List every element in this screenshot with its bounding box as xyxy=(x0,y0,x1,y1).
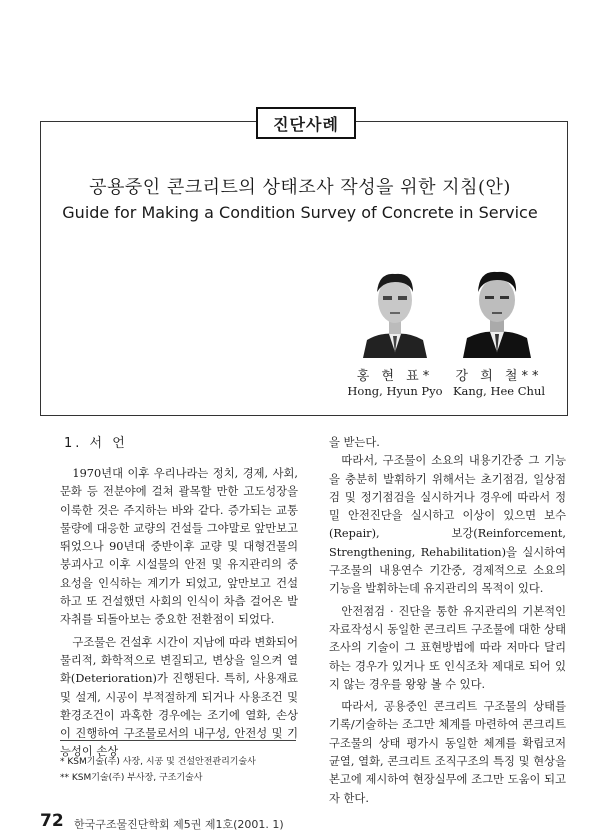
body-column-right xyxy=(329,434,566,808)
header-frame-left xyxy=(40,121,41,416)
body-paragraph: 안전점검 · 진단을 통한 유지관리의 기본적인 자료작성시 동일한 콘크리트 구조물에 대한 상태조사의 기술이 그 표현방법에 따라 저마다 달리하는 경우가 있거나 또 인식조차 제대로 되어 있지 않는 경우를 왕왕 볼 수 있다. xyxy=(329,604,566,691)
author-name-en-2: Kang, Hee Chul xyxy=(452,384,546,398)
section-heading: 1. 서 언 xyxy=(64,436,128,451)
header-frame-right xyxy=(567,121,568,416)
footnote-2: ** KSM기술(주) 부사장, 구조기술사 xyxy=(60,773,203,783)
author-name-ko-2: 강 희 철** xyxy=(455,369,543,384)
page-number: 72 xyxy=(40,811,64,831)
body-paragraph: 을 받는다. xyxy=(329,436,380,449)
footnote-rule xyxy=(60,740,296,741)
body-paragraph: 구조물은 건설후 시간이 지남에 따라 변화되어 물리적, 화학적으로 변질되고, 변상을 일으켜 열화(Deterioration)가 진행된다. 특히, 사용재료 및 설계, 시공이 부적절하게 되거나 사용조건 및 환경조건이 과혹한 경우에는 조기에 열화, 손상이 진행하여 구조물로서의 내구성, 안전성 및 기능성이 손상 xyxy=(60,635,298,759)
body-column-left xyxy=(60,465,298,762)
body-paragraph: 따라서, 공용중인 콘크리트 구조물의 상태를 기록/기술하는 조그만 체계를 마련하여 콘크리트 구조물의 상태 평가시 동일한 체계를 확립코저 균열, 열화, 콘크리트 조직구조의 특징 및 현상을 본고에 제시하여 현장실무에 조그만 도움이 되고자 한다. xyxy=(329,700,566,805)
journal-footer: 한국구조물진단학회 제5권 제1호(2001. 1) xyxy=(74,818,284,831)
footnote-1: * KSM기술(주) 사장, 시공 및 건설안전관리기술사 xyxy=(60,757,256,767)
title-english: Guide for Making a Condition Survey of Concrete in Service xyxy=(62,203,538,222)
author-photo-kang xyxy=(463,262,531,358)
header-frame-bottom xyxy=(40,415,568,416)
author-photo-hong xyxy=(361,262,429,358)
section-label: 진단사례 xyxy=(256,107,356,139)
author-name-ko-1: 홍 현 표* xyxy=(356,369,434,384)
title-korean: 공용중인 콘크리트의 상태조사 작성을 위한 지침(안) xyxy=(89,177,511,198)
body-paragraph: 따라서, 구조물이 소요의 내용기간중 그 기능을 충분히 발휘하기 위해서는 초기점검, 일상점검 및 정기점검을 실시하거나 경우에 따라서 정밀 안전진단을 실시하고 이상이 있으면 보수(Repair), 보강(Reinforcement, Strengthening, Rehabilitation)을 실시하여 구조물의 내용연수 기간중, 경제적으로 소요의 기능을 발휘하는데 유지관리의 목적이 있다. xyxy=(329,454,566,596)
author-name-en-1: Hong, Hyun Pyo xyxy=(347,384,443,398)
body-paragraph: 1970년대 이후 우리나라는 정치, 경제, 사회, 문화 등 전분야에 걸쳐 괄목할 만한 고도성장을 이룩한 것은 주지하는 바와 같다. 증가되는 교통물량에 대응한 교량의 건설들 그야말로 앞만보고 뛰었으나 90년대 중반이후 교량 및 대형건물의 붕괴사고 이후 시설물의 안전 및 유지관리의 중요성을 인식하는 계기가 되었고, 앞만보고 건설하고 또 건설했던 사회의 인식이 차츰 걸어온 발자취를 되돌아보는 중요한 전환점이 되었다. xyxy=(60,467,298,627)
